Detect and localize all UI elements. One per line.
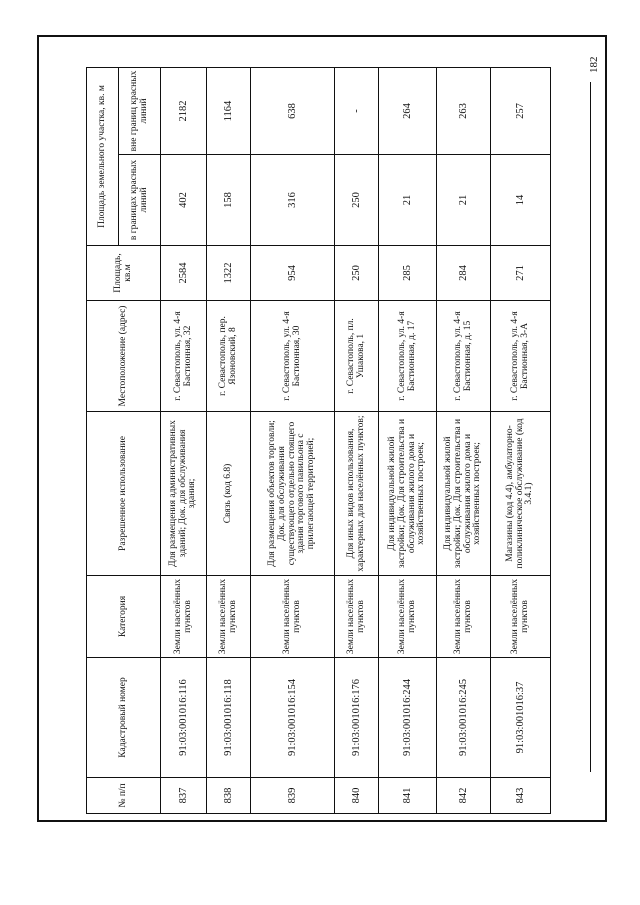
row-area: 954 — [251, 246, 335, 301]
row-location: г. Севастополь, ул. 4-я Бастионная, д. 15 — [437, 301, 491, 412]
row-usage: Для иных видов использования, характерных для населённых пунктов; — [335, 412, 379, 576]
row-num: 839 — [251, 778, 335, 814]
row-inside: 14 — [491, 155, 551, 246]
row-usage: Для индивидуальной жилой застройки; Док. Для строительства и обслуживания жилого дома и хозяйственных построек; — [379, 412, 437, 576]
row-usage: Для размещения административных зданий; Док. для обслуживания здания; — [161, 412, 207, 576]
header-category: Категория — [87, 576, 161, 658]
row-location: г. Севастополь, пл. Ушакова, 1 — [335, 301, 379, 412]
row-cadastral: 91:03:001016:176 — [335, 658, 379, 778]
row-category: Земли населённых пунктов — [251, 576, 335, 658]
row-cadastral: 91:03:001016:154 — [251, 658, 335, 778]
row-outside: 263 — [437, 67, 491, 154]
row-usage: Для размещения объектов торговли; Док. для обслуживания существующего отдельно стоящего здания торгового павильона с прилегающей территорией; — [251, 412, 335, 576]
row-category: Земли населённых пунктов — [379, 576, 437, 658]
land-plots-table — [86, 67, 551, 814]
header-usage: Разрешенное использование — [87, 412, 161, 576]
row-usage: Магазины (код 4.4), амбулаторно-поликлиническое обслуживание (код 3.4.1) — [491, 412, 551, 576]
row-inside: 21 — [437, 155, 491, 246]
row-inside: 158 — [207, 155, 251, 246]
row-outside: 264 — [379, 67, 437, 154]
row-area: 285 — [379, 246, 437, 301]
row-num: 840 — [335, 778, 379, 814]
row-category: Земли населённых пунктов — [491, 576, 551, 658]
header-num: № п/п — [87, 778, 161, 814]
row-num: 841 — [379, 778, 437, 814]
header-inside: в границах красных линий — [119, 155, 161, 246]
row-location: г. Севастополь, ул. 4-я Бастионная, д. 17 — [379, 301, 437, 412]
row-outside: 257 — [491, 67, 551, 154]
row-inside: 250 — [335, 155, 379, 246]
row-inside: 316 — [251, 155, 335, 246]
header-area: Площадь, кв.м — [87, 246, 161, 301]
row-inside: 21 — [379, 155, 437, 246]
row-inside: 402 — [161, 155, 207, 246]
row-usage: Связь (код 6.8) — [207, 412, 251, 576]
row-cadastral: 91:03:001016:118 — [207, 658, 251, 778]
row-area: 2584 — [161, 246, 207, 301]
table-row — [335, 67, 379, 813]
row-outside: 1164 — [207, 67, 251, 154]
row-num: 843 — [491, 778, 551, 814]
rotated-table-wrapper — [86, 68, 535, 814]
row-category: Земли населённых пунктов — [161, 576, 207, 658]
row-category: Земли населённых пунктов — [335, 576, 379, 658]
row-area: 1322 — [207, 246, 251, 301]
row-num: 838 — [207, 778, 251, 814]
row-outside: 2182 — [161, 67, 207, 154]
row-num: 837 — [161, 778, 207, 814]
row-area: 271 — [491, 246, 551, 301]
row-outside: - — [335, 67, 379, 154]
row-cadastral: 91:03:001016:245 — [437, 658, 491, 778]
row-category: Земли населённых пунктов — [207, 576, 251, 658]
row-location: г. Севастополь, пер. Язоновский, 8 — [207, 301, 251, 412]
row-cadastral: 91:03:001016:37 — [491, 658, 551, 778]
table-row — [379, 67, 437, 813]
header-location: Местоположение (адрес) — [87, 301, 161, 412]
table-area — [86, 68, 535, 814]
row-location: г. Севастополь, ул. 4-я Бастионная, 3-А — [491, 301, 551, 412]
row-cadastral: 91:03:001016:244 — [379, 658, 437, 778]
table-row — [161, 67, 207, 813]
row-area: 284 — [437, 246, 491, 301]
table-row — [437, 67, 491, 813]
table-row — [207, 67, 251, 813]
row-location: г. Севастополь, ул. 4-я Бастионная, 30 — [251, 301, 335, 412]
header-cadastral: Кадастровый номер — [87, 658, 161, 778]
header-plot-area: Площадь земельного участка, кв. м — [87, 67, 119, 245]
page-number: 182 — [588, 56, 600, 73]
row-num: 842 — [437, 778, 491, 814]
row-usage: Для индивидуальной жилой застройки; Док. Для строительства и обслуживания жилого дома и хозяйственных построек; — [437, 412, 491, 576]
row-cadastral: 91:03:001016:116 — [161, 658, 207, 778]
row-outside: 638 — [251, 67, 335, 154]
table-row — [251, 67, 335, 813]
row-area: 250 — [335, 246, 379, 301]
table-row — [491, 67, 551, 813]
row-location: г. Севастополь, ул. 4-я Бастионная, 32 — [161, 301, 207, 412]
page-rule — [590, 82, 591, 772]
row-category: Земли населённых пунктов — [437, 576, 491, 658]
header-outside: вне границ красных линий — [119, 67, 161, 154]
